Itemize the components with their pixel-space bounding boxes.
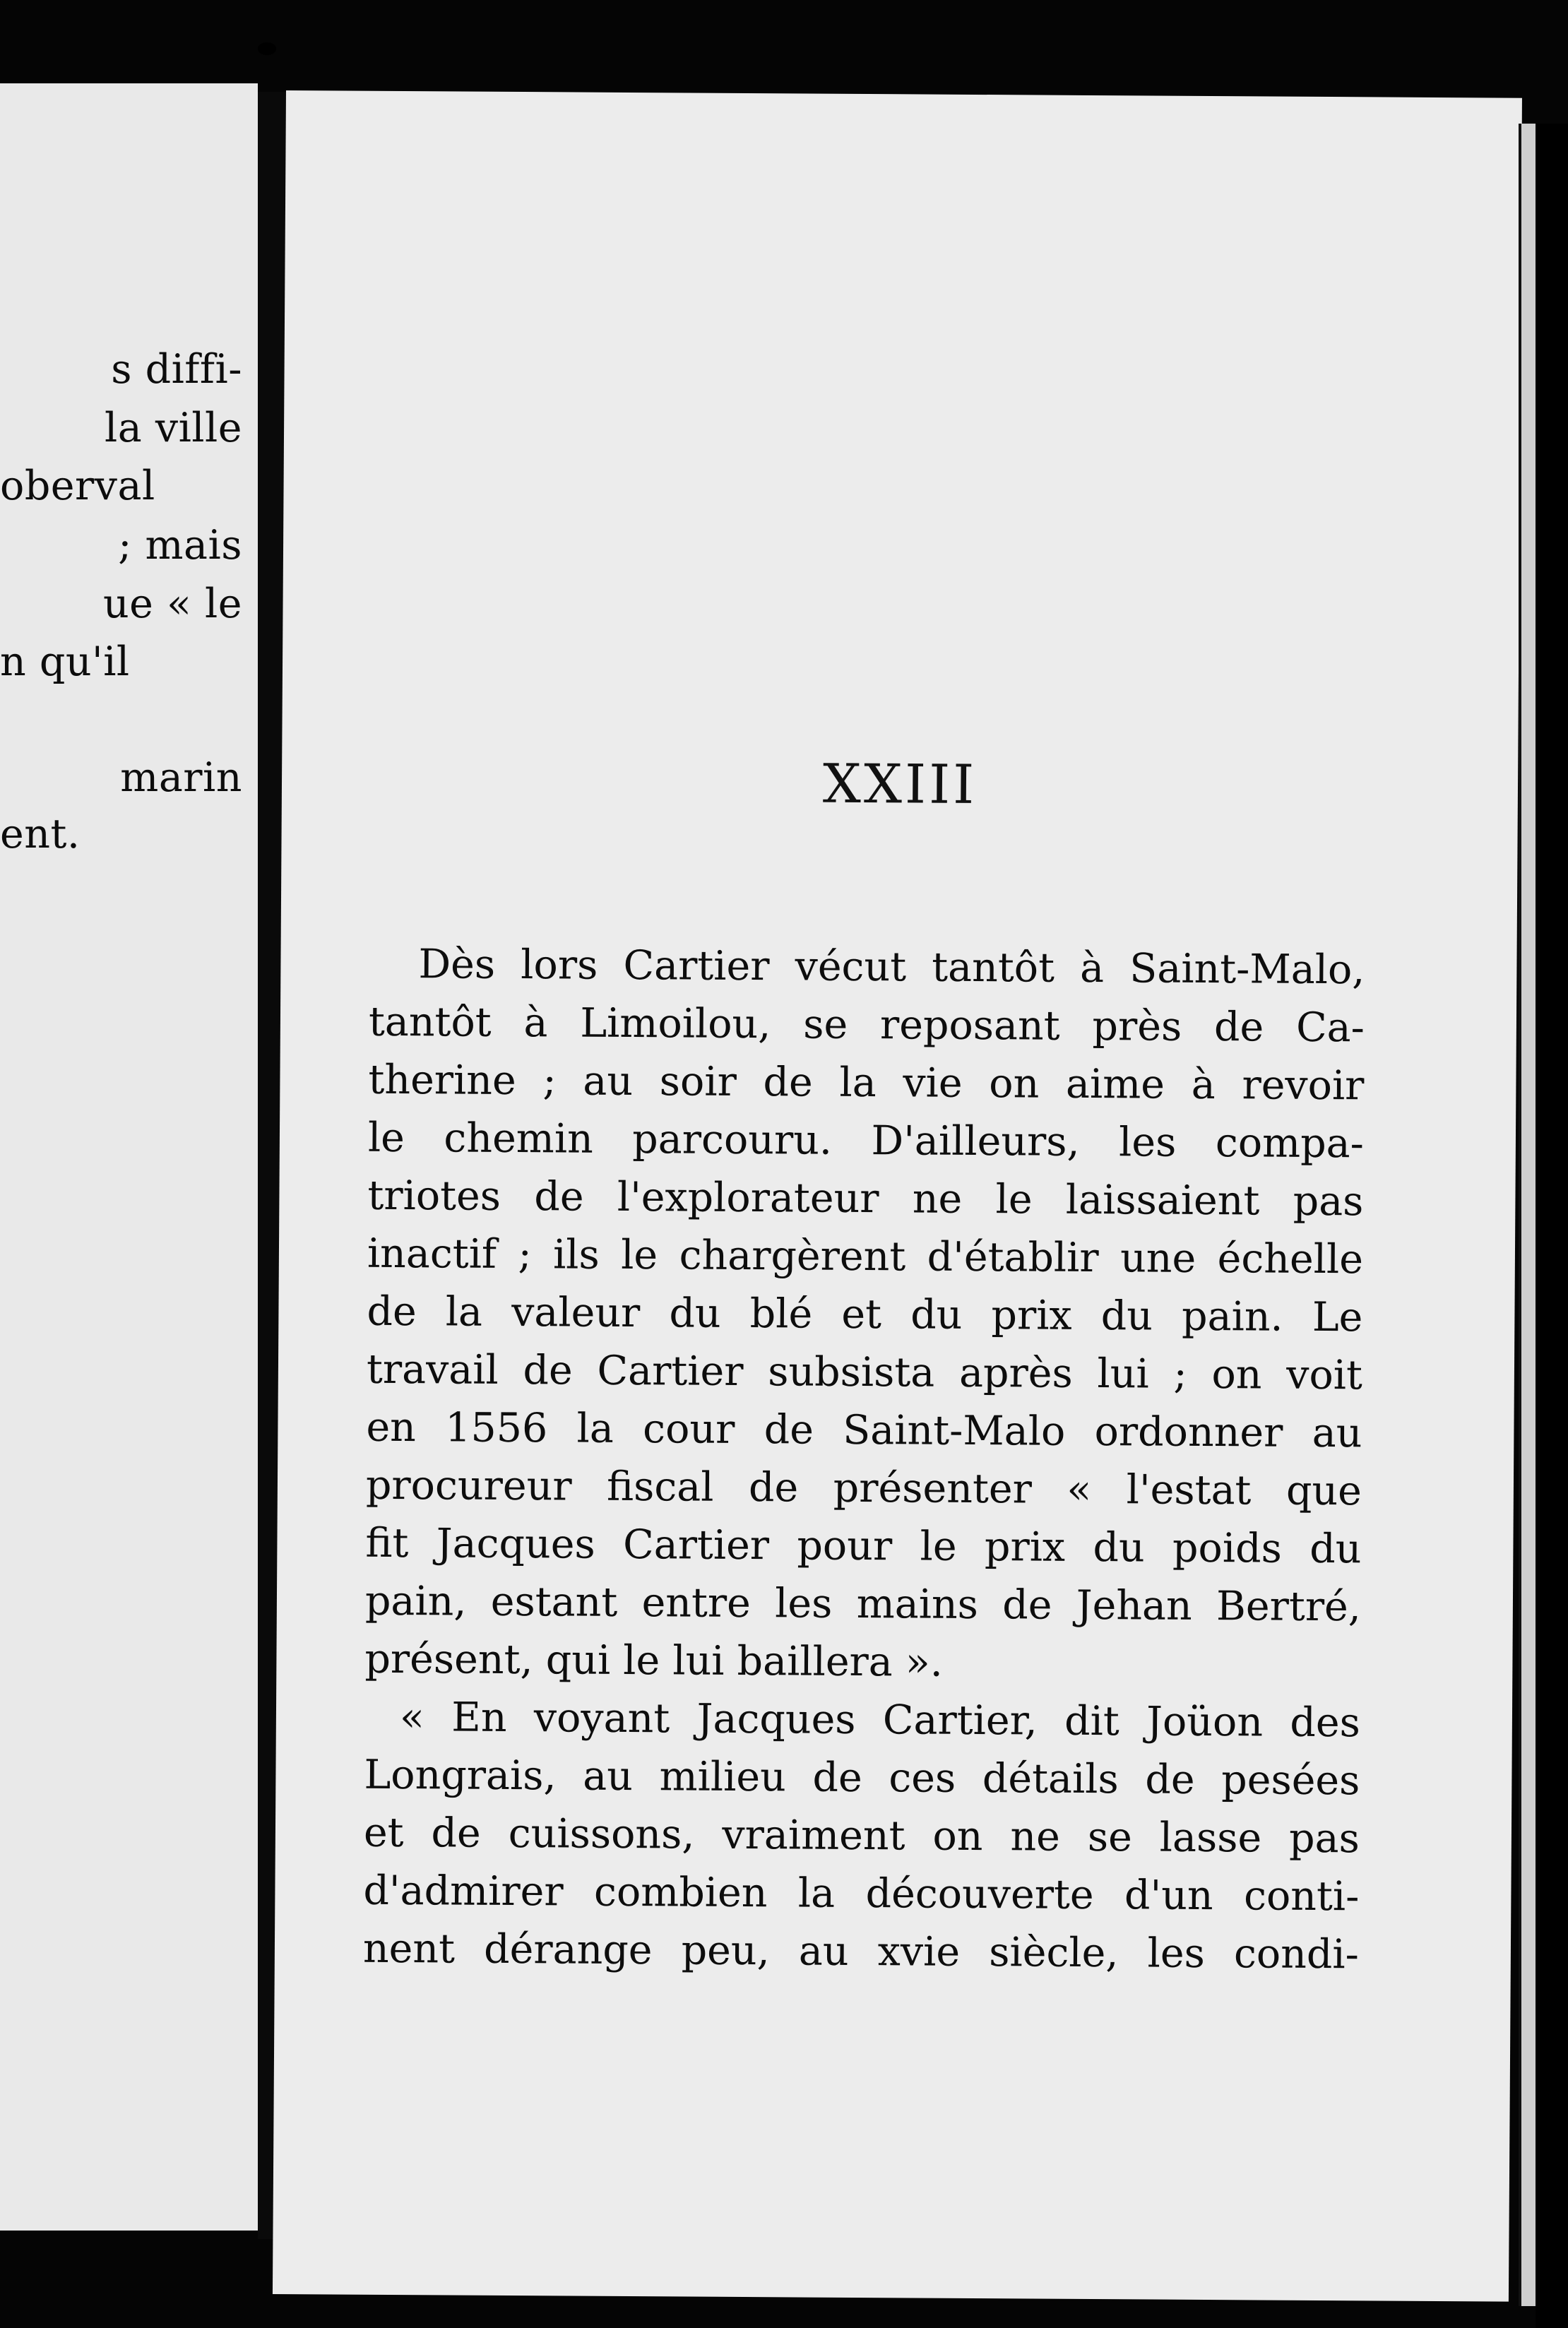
text-line: nent dérange peu, au xvie siècle, les condi-: [362, 1925, 1360, 1978]
left-page-line: ; mais: [118, 522, 242, 569]
ink-spot: [258, 42, 276, 55]
text-line: présent, qui le lui baillera ».: [364, 1635, 944, 1686]
text-line: en 1556 la cour de Saint-Malo ordonner au: [366, 1403, 1362, 1457]
text-line: Longrais, au milieu de ces détails de pesées: [364, 1751, 1360, 1805]
text-line: « En voyant Jacques Cartier, dit Joüon des: [399, 1694, 1361, 1747]
text-line: fit Jacques Cartier pour le prix du poids du: [365, 1519, 1362, 1573]
right-page: [273, 90, 1522, 2302]
chapter-title: XXIII: [822, 752, 978, 816]
text-line: therine ; au soir de la vie on aime à revoir: [368, 1056, 1365, 1110]
left-page: [0, 83, 258, 2231]
text-line: inactif ; ils le chargèrent d'établir une échelle: [367, 1230, 1364, 1283]
text-line: procureur fiscal de présenter « l'estat que: [365, 1461, 1362, 1515]
page-edge: [1519, 124, 1536, 2306]
text-line: de la valeur du blé et du prix du pain. Le: [367, 1288, 1363, 1341]
left-page-line: ent.: [0, 811, 81, 857]
body-text: [363, 935, 1365, 1984]
text-line: et de cuissons, vraiment on ne se lasse pas: [363, 1809, 1360, 1863]
left-page-line: s diffi-: [111, 346, 242, 393]
text-line: Dès lors Cartier vécut tantôt à Saint-Malo,: [418, 941, 1365, 994]
text-line: tantôt à Limoilou, se reposant près de Ca-: [368, 998, 1365, 1052]
text-line: travail de Cartier subsista après lui ; on voit: [366, 1346, 1363, 1399]
left-page-line: la ville: [105, 405, 242, 451]
left-page-line: marin: [120, 754, 242, 801]
text-line: d'admirer combien la découverte d'un conti-: [363, 1867, 1360, 1920]
text-line: le chemin parcouru. D'ailleurs, les compa-: [367, 1114, 1365, 1168]
left-page-line: oberval: [0, 463, 155, 509]
text-line: triotes de l'explorateur ne le laissaient pas: [367, 1172, 1364, 1225]
left-page-line: ue « le: [102, 581, 242, 627]
scan-border: [1536, 124, 1568, 2328]
left-page-line: n qu'il: [0, 639, 130, 685]
text-line: pain, estant entre les mains de Jehan Bertré,: [364, 1577, 1362, 1631]
